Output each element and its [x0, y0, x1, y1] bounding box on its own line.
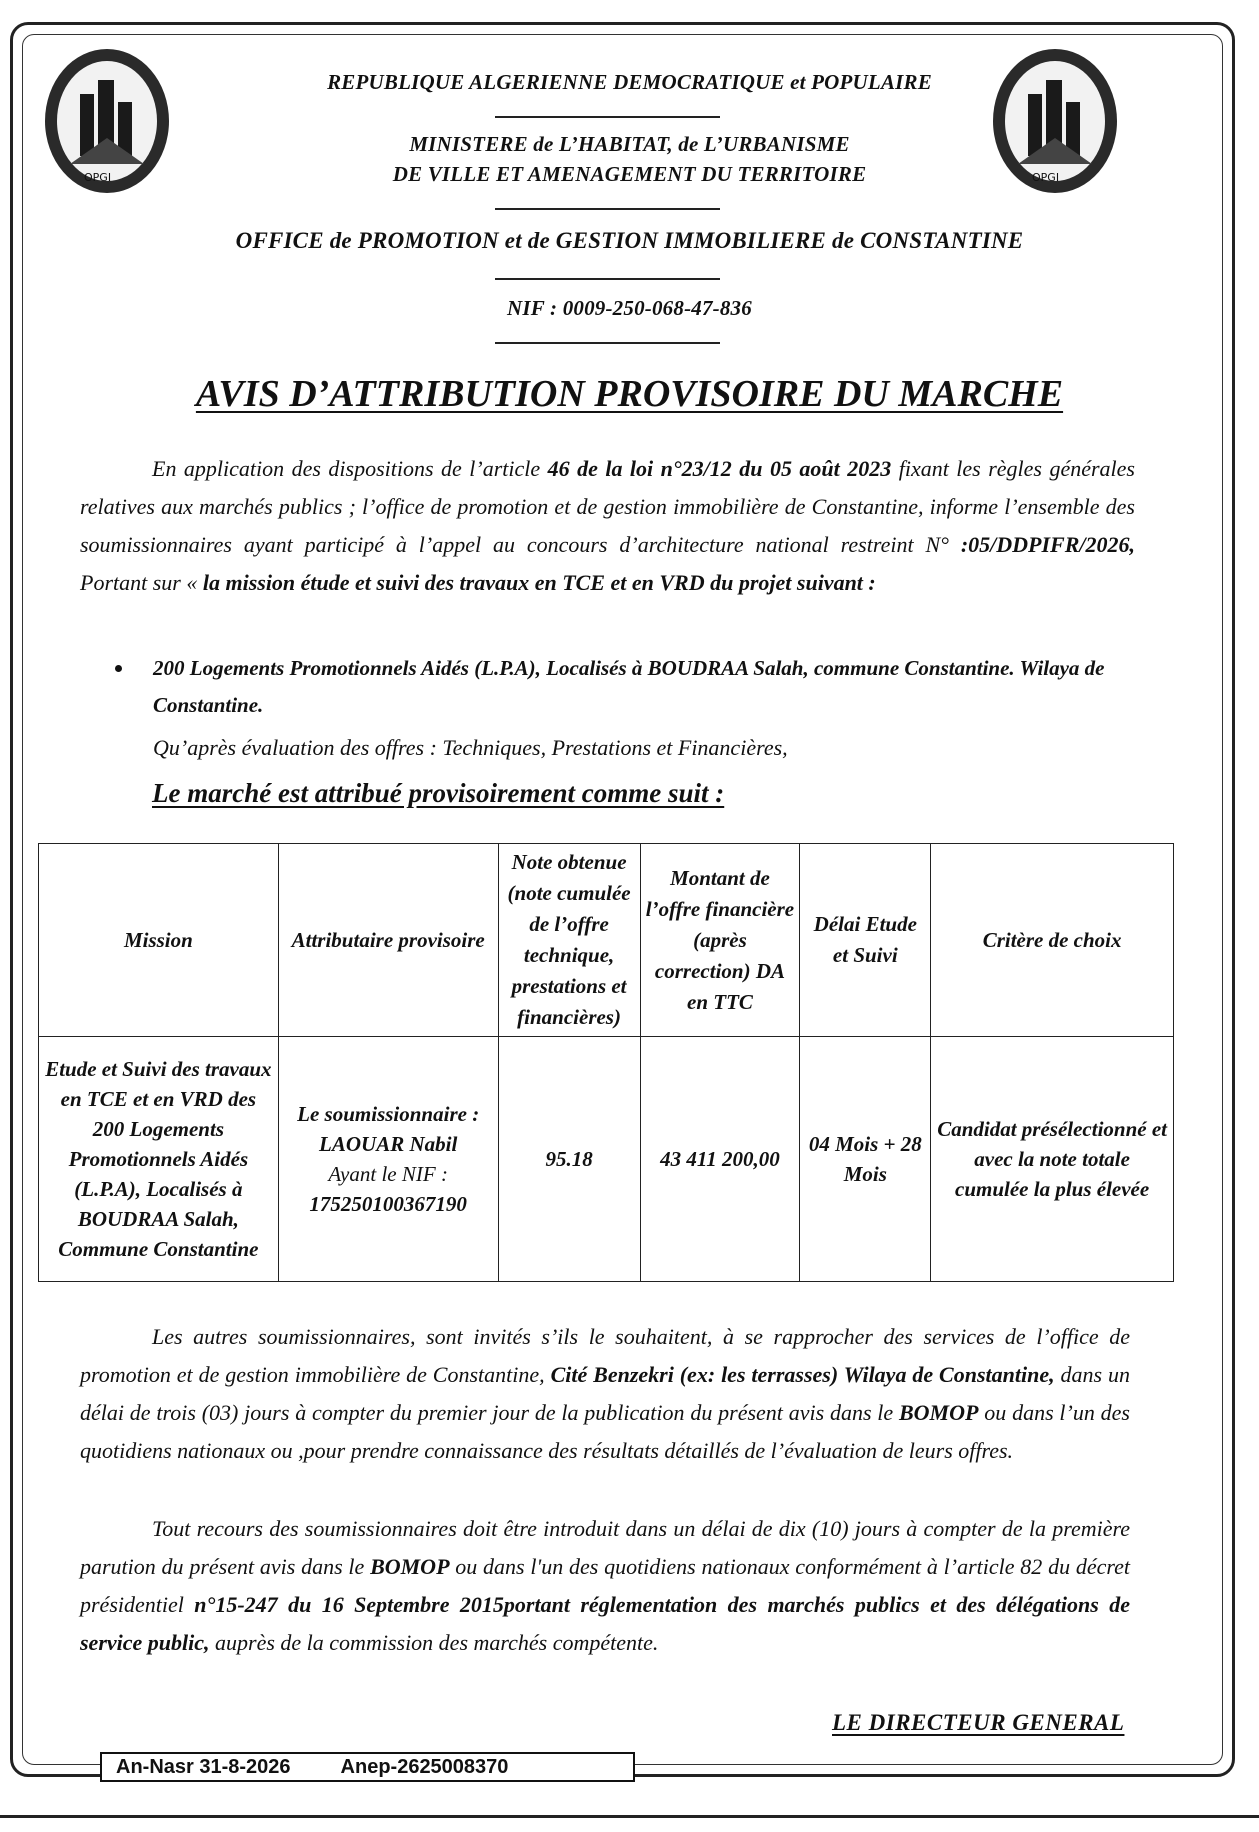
recours-bomop: BOMOP — [370, 1554, 450, 1579]
republic-line: REPUBLIQUE ALGERIENNE DEMOCRATIQUE et POPULAIRE — [327, 70, 932, 94]
attributaire-label: Le soumissionnaire : — [297, 1102, 480, 1126]
notice-title: AVIS D’ATTRIBUTION PROVISOIRE DU MARCHE — [195, 373, 1064, 415]
intro-text-2: fixant les règles générales relatives aux marchés publics ; l’office de promotion et de gestion immobilière de Constantine, informe l’ensemble des soumissionnaires ayant participé à l’appel au concours d’architecture national restreint N° — [80, 456, 1135, 557]
separator — [495, 116, 720, 118]
others-text-2: dans un délai de trois (03) jours à compter du premier jour de la publication du présent avis dans le — [80, 1362, 1130, 1425]
cell-montant: 43 411 200,00 — [640, 1037, 800, 1282]
others-address: Cité Benzekri (ex: les terrasses) Wilaya de Constantine, — [550, 1362, 1055, 1387]
publication-footer — [100, 1752, 635, 1782]
header-montant: Montant de l’offre financière (après correction) DA en TTC — [640, 844, 800, 1037]
separator — [495, 278, 720, 280]
intro-text-3: Portant sur « — [80, 570, 203, 595]
intro-paragraph — [80, 450, 1135, 602]
bottom-rule — [0, 1815, 1259, 1818]
office-name: OFFICE de PROMOTION et de GESTION IMMOBILIERE de CONSTANTINE — [235, 228, 1024, 253]
separator — [495, 342, 720, 344]
cell-mission: Etude et Suivi des travaux en TCE et en VRD des 200 Logements Promotionnels Aidés (L.P.A), Localisés à BOUDRAA Salah, Commune Constantine — [39, 1037, 279, 1282]
ministry-line-1: MINISTERE de L’HABITAT, de L’URBANISME — [409, 132, 850, 156]
intro-article: 46 de la loi n°23/12 du 05 août 2023 — [547, 456, 892, 481]
others-paragraph — [80, 1318, 1130, 1470]
logo-text: OPGI — [84, 171, 112, 184]
header-mission: Mission — [39, 844, 279, 1037]
table-header-row — [39, 844, 1174, 1037]
others-bomop: BOMOP — [899, 1400, 979, 1425]
attributaire-name: LAOUAR Nabil — [319, 1132, 458, 1156]
intro-mission: la mission étude et suivi des travaux en TCE et en VRD du projet suivant : — [202, 570, 876, 595]
separator — [495, 208, 720, 210]
signature-title: LE DIRECTEUR GENERAL — [832, 1710, 1125, 1735]
header-delai: Délai Etude et Suivi — [800, 844, 931, 1037]
cell-delai: 04 Mois + 28 Mois — [800, 1037, 931, 1282]
footer-anep: Anep-2625008370 — [340, 1756, 509, 1778]
header-note: Note obtenue (note cumulée de l’offre technique, prestations et financières) — [498, 844, 640, 1037]
attributaire-nif-label: Ayant le NIF : — [328, 1162, 448, 1186]
others-text-3: ou dans l’un des quotidiens nationaux ou ,pour prendre connaissance des résultats détaillés de l’évaluation de leurs offres. — [80, 1400, 1130, 1463]
others-text-1: Les autres soumissionnaires, sont invités s’ils le souhaitent, à se rapprocher des services de l’office de promotion et de gestion immobilière de Constantine, — [80, 1324, 1130, 1387]
attribution-table — [38, 843, 1174, 1282]
recours-paragraph — [80, 1510, 1130, 1662]
cell-critere: Candidat présélectionné et avec la note totale cumulée la plus élevée — [931, 1037, 1174, 1282]
project-bullet — [115, 650, 1135, 724]
cell-attributaire — [278, 1037, 498, 1282]
intro-reference: :05/DDPIFR/2026, — [960, 532, 1135, 557]
recours-decree: n°15-247 du 16 Septembre 2015portant réglementation des marchés publics et des délégations de service public, — [80, 1592, 1130, 1655]
recours-text-1: Tout recours des soumissionnaires doit être introduit dans un délai de dix (10) jours à compter de la première parution du présent avis dans le — [80, 1516, 1130, 1579]
recours-text-2: ou dans l'un des quotidiens nationaux conformément à l’article 82 du décret présidentiel — [80, 1554, 1130, 1617]
header-attributaire: Attributaire provisoire — [278, 844, 498, 1037]
award-heading: Le marché est attribué provisoirement comme suit : — [152, 778, 725, 808]
ministry-line-2: DE VILLE ET AMENAGEMENT DU TERRITOIRE — [392, 162, 867, 186]
project-text: 200 Logements Promotionnels Aidés (L.P.A), Localisés à BOUDRAA Salah, commune Constantine. Wilaya de Constantine. — [153, 656, 1105, 717]
recours-text-3: auprès de la commission des marchés compétente. — [209, 1630, 659, 1655]
table-row — [39, 1037, 1174, 1282]
intro-text-1: En application des dispositions de l’article — [152, 456, 548, 481]
header-critere: Critère de choix — [931, 844, 1174, 1037]
attributaire-nif: 175250100367190 — [309, 1192, 467, 1216]
cell-note: 95.18 — [498, 1037, 640, 1282]
evaluation-line: Qu’après évaluation des offres : Techniques, Prestations et Financières, — [153, 735, 788, 760]
logo-text: OPGI — [1032, 171, 1060, 184]
nif-line: NIF : 0009-250-068-47-836 — [507, 296, 752, 320]
footer-paper: An-Nasr 31-8-2026 — [116, 1756, 291, 1778]
bullet-icon — [115, 665, 122, 672]
